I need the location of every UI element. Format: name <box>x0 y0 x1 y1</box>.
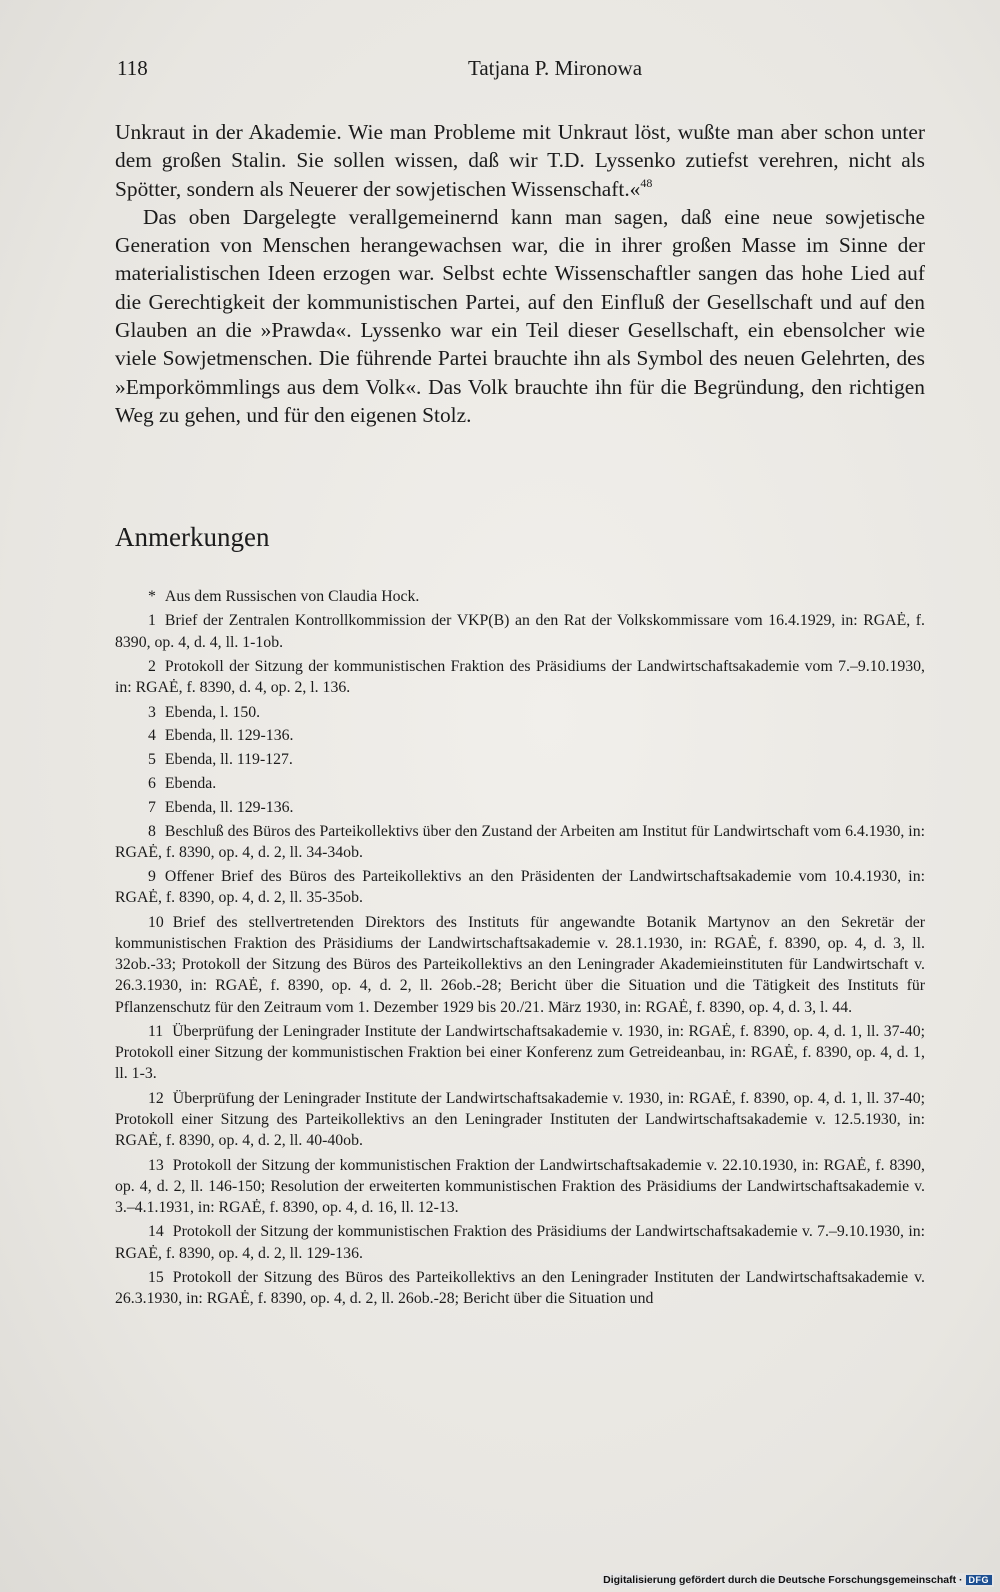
note-text: Überprüfung der Leningrader Institute der Landwirtschaftsakademie v. 1930, in: RGAĖ, f. 8390, op. 4, d. 1, ll. 37-40; Protokoll einer Sitzung der kommunistischen Fraktion bei einer Konferenz zum Getreideanbau, in: RGAĖ, f. 8390, op. 4, d. 1, ll. 1-3. <box>115 1022 925 1083</box>
note-item <box>115 610 925 652</box>
note-text: Brief des stellvertretenden Direktors des Instituts für angewandte Botanik Martynov an den Sekretär der kommunistischen Fraktion des Präsidiums der Landwirtschaftsakademie v. 28.1.1930, in: RGAĖ, f. 8390, op. 4, d. 3, ll. 32ob.-33; Protokoll der Sitzung des Büros des Parteikollektivs an den Leningrader Akademieinstituten für Landwirtschaft v. 26.3.1930, in: RGAĖ, f. 8390, op. 4, d. 2, ll. 26ob.-28; Bericht über die Situation und die Tätigkeit des Instituts für Pflanzenschutz für den Zeitraum vom 1. Dezember 1929 bis 20./21. März 1930, in: RGAĖ, f. 8390, op. 4, d. 3, l. 44. <box>115 913 925 1016</box>
note-item <box>115 1267 925 1309</box>
note-text: Brief der Zentralen Kontrollkommission der VKP(B) an den Rat der Volkskommissare vom 16.4.1929, in: RGAĖ, f. 8390, op. 4, d. 4, ll. 1-1ob. <box>115 612 925 651</box>
note-item <box>115 1155 925 1219</box>
note-number: 1 <box>148 612 156 630</box>
note-number: 5 <box>148 751 156 769</box>
note-text: Ebenda, l. 150. <box>164 703 261 721</box>
note-text: Ebenda. <box>164 774 217 792</box>
note-item <box>115 702 925 723</box>
paragraph-text: Unkraut in der Akademie. Wie man Probleme mit Unkraut löst, wußte man aber schon unter dem großen Stalin. Sie sollen wissen, daß wir T.D. Lyssenko zutiefst verehren, nicht als Spötter, sondern als Neuerer der sowjetischen Wissenschaft.« <box>115 120 925 201</box>
note-text: Protokoll der Sitzung des Büros des Parteikollektivs an den Leningrader Instituten der Landwirtschaftsakademie v. 26.3.1930, in: RGAĖ, f. 8390, op. 4, d. 2, ll. 26ob.-28; Bericht über die Situation und <box>115 1268 925 1308</box>
note-item <box>115 797 925 818</box>
running-title: Tatjana P. Mironowa <box>467 56 643 80</box>
note-number: 6 <box>148 774 156 792</box>
note-text: Protokoll der Sitzung der kommunistischen Fraktion der Landwirtschaftsakademie v. 22.10.1930, in: RGAĖ, f. 8390, op. 4, d. 2, ll. 146-150; Resolution der erweiterten kommunistischen Fraktion des Präsidiums der Landwirtschaftsakademie v. 3.–4.1.1931, in: RGAĖ, f. 8390, op. 4, d. 16, ll. 12-13. <box>115 1156 925 1216</box>
note-number: 7 <box>148 798 156 816</box>
note-text: Ebenda, ll. 119-127. <box>164 751 293 769</box>
body-paragraph <box>115 118 925 203</box>
dfg-logo: DFG <box>966 1575 993 1585</box>
note-item <box>115 821 925 863</box>
note-item <box>115 1088 925 1152</box>
note-item <box>115 586 925 607</box>
note-number: 9 <box>148 868 156 886</box>
note-number: 14 <box>148 1223 164 1241</box>
note-item <box>115 656 925 698</box>
note-text: Überprüfung der Leningrader Institute der Landwirtschaftsakademie v. 1930, in: RGAĖ, f. 8390, op. 4, d. 1, ll. 37-40; Protokoll einer Sitzung des Parteikollektivs an den Leningrader Instituten der Landwirtschaftsakademie v. 12.5.1930, in: RGAĖ, f. 8390, op. 4, d. 2, ll. 40-40ob. <box>115 1089 925 1150</box>
note-item <box>115 773 925 794</box>
note-text: Protokoll der Sitzung der kommunistischen Fraktion des Präsidiums der Landwirtschaftsakademie v. 7.–9.10.1930, in: RGAĖ, f. 8390, op. 4, d. 2, ll. 129-136. <box>115 1223 925 1262</box>
credit-text: Digitalisierung gefördert durch die Deutsche Forschungsgemeinschaft · <box>603 1574 963 1586</box>
note-number: * <box>148 588 156 605</box>
page-number: 118 <box>117 56 148 80</box>
note-number: 8 <box>148 822 156 840</box>
body-text <box>115 118 925 429</box>
note-text: Aus dem Russischen von Claudia Hock. <box>164 588 420 605</box>
body-paragraph: Das oben Dargelegte verallgemeinernd kann man sagen, daß eine neue sowjetische Generation von Menschen herangewachsen war, die in ihrer großen Masse im Sinne der materialistischen Ideen erzogen war. Selbst echte Wissenschaftler sangen das hohe Lied auf die Gerechtigkeit der kommunistischen Partei, auf den Einfluß der Gesellschaft und auf den Glauben an die »Prawda«. Lyssenko war ein Teil dieser Gesellschaft, ein ebensolcher wie viele Sowjetmenschen. Die führende Partei brauchte ihn als Symbol des neuen Gelehrten, des »Emporkömmlings aus dem Volk«. Das Volk brauchte ihn für die Begründung, den richtigen Weg zu gehen, und für den eigenen Stolz. <box>115 204 925 427</box>
note-text: Ebenda, ll. 129-136. <box>164 798 294 816</box>
note-item <box>115 1021 925 1085</box>
note-item <box>115 749 925 770</box>
notes-heading: Anmerkungen <box>115 522 270 552</box>
digitization-credit <box>601 1573 994 1587</box>
note-number: 12 <box>148 1089 164 1107</box>
note-number: 2 <box>148 657 156 675</box>
note-number: 4 <box>148 727 156 745</box>
note-text: Beschluß des Büros des Parteikollektivs über den Zustand der Arbeiten am Institut für Landwirtschaft vom 6.4.1930, in: RGAĖ, f. 8390, op. 4, d. 2, ll. 34-34ob. <box>115 822 925 861</box>
notes-list <box>115 586 925 1313</box>
note-item <box>115 725 925 746</box>
note-item <box>115 866 925 908</box>
note-item <box>115 1221 925 1263</box>
note-text: Protokoll der Sitzung der kommunistischen Fraktion des Präsidiums der Landwirtschaftsakademie vom 7.–9.10.1930, in: RGAĖ, f. 8390, d. 4, op. 2, l. 136. <box>115 657 925 697</box>
note-text: Ebenda, ll. 129-136. <box>164 727 294 745</box>
footnote-ref[interactable]: 48 <box>640 175 653 190</box>
note-number: 3 <box>148 703 156 721</box>
note-number: 13 <box>148 1156 164 1174</box>
note-item <box>115 912 925 1018</box>
note-text: Offener Brief des Büros des Parteikollektivs an den Präsidenten der Landwirtschaftsakademie vom 10.4.1930, in: RGAĖ, f. 8390, op. 4, d. 2, ll. 35-35ob. <box>115 868 925 907</box>
running-head <box>117 56 923 86</box>
note-number: 15 <box>148 1268 164 1286</box>
note-number: 11 <box>148 1022 164 1040</box>
note-number: 10 <box>148 913 164 931</box>
